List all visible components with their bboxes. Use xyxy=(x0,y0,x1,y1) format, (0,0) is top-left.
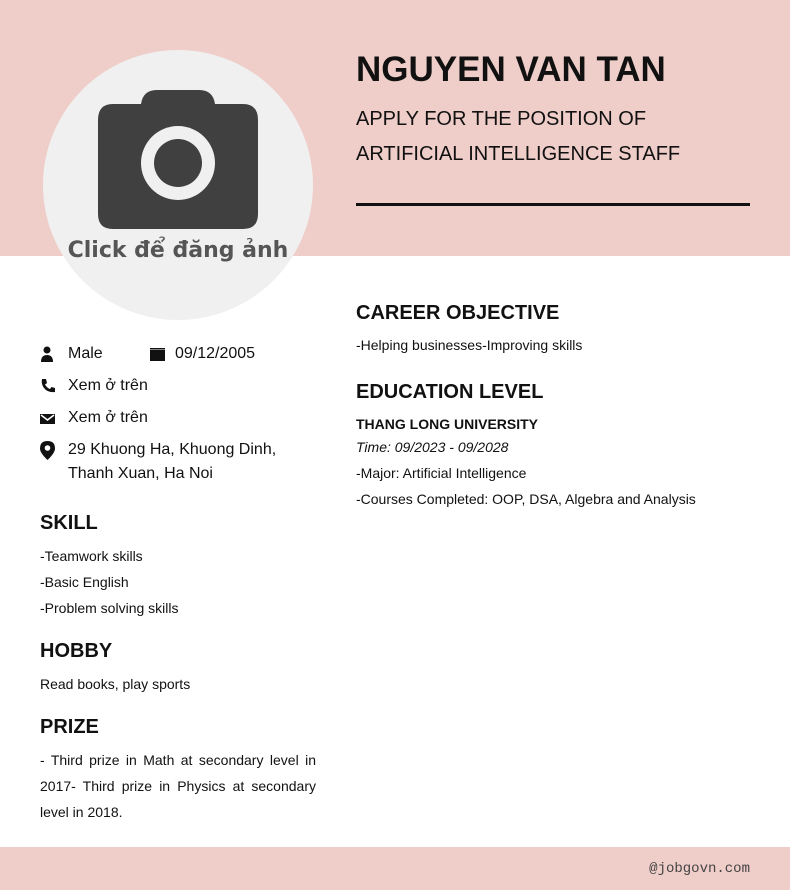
position-title: APPLY FOR THE POSITION OF ARTIFICIAL INTELLIGENCE STAFF xyxy=(356,108,681,165)
skill-item: -Problem solving skills xyxy=(40,600,179,616)
education-time: Time: 09/2023 - 09/2028 xyxy=(356,439,509,455)
divider xyxy=(356,203,750,206)
gender: Male xyxy=(68,345,103,362)
education-courses: -Courses Completed: OOP, DSA, Algebra and Analysis xyxy=(356,491,696,507)
education-major: -Major: Artificial Intelligence xyxy=(356,465,527,481)
phone-icon xyxy=(40,378,56,394)
address-line1: 29 Khuong Ha, Khuong Dinh, xyxy=(68,441,277,458)
education-heading: EDUCATION LEVEL xyxy=(356,381,544,403)
footer xyxy=(0,847,790,890)
photo-upload[interactable] xyxy=(43,50,313,320)
career-text: -Helping businesses-Improving skills xyxy=(356,337,583,353)
skill-list xyxy=(40,543,178,621)
candidate-name: NGUYEN VAN TAN xyxy=(356,50,666,89)
address-line2: Thanh Xuan, Ha Noi xyxy=(68,465,213,482)
phone: Xem ở trên xyxy=(68,377,148,394)
camera-icon xyxy=(97,90,259,230)
prize-heading: PRIZE xyxy=(40,716,99,738)
hobby-text: Read books, play sports xyxy=(40,676,191,692)
prize-text: - Third prize in Math at secondary level in 2017- Third prize in Physics at secondary level in 2018. xyxy=(40,752,316,820)
hobby-heading: HOBBY xyxy=(40,640,113,662)
career-heading: CAREER OBJECTIVE xyxy=(356,302,560,324)
skill-heading: SKILL xyxy=(40,512,98,534)
birthday: 09/12/2005 xyxy=(175,345,256,362)
education-details xyxy=(356,411,696,512)
footer-brand: @jobgovn.com xyxy=(649,861,750,877)
skill-item: -Teamwork skills xyxy=(40,548,143,564)
envelope-icon xyxy=(40,410,56,426)
user-icon xyxy=(40,346,56,362)
skill-item: -Basic English xyxy=(40,574,129,590)
calendar-icon xyxy=(150,346,166,362)
photo-caption: Click để đăng ảnh xyxy=(67,238,289,263)
email: Xem ở trên xyxy=(68,409,148,426)
location-pin-icon xyxy=(40,441,56,460)
school-name: THANG LONG UNIVERSITY xyxy=(356,416,539,432)
